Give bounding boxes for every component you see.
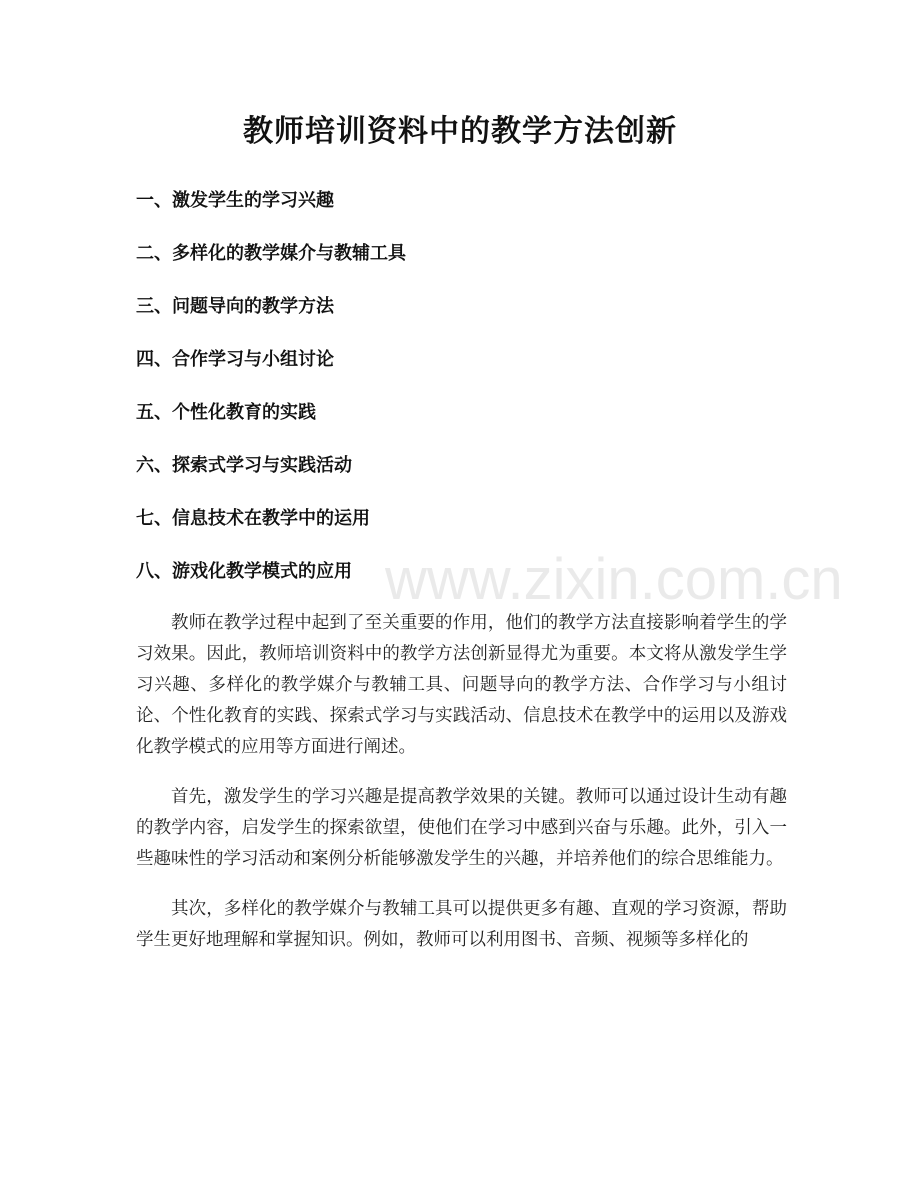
toc-item: 五、个性化教育的实践: [136, 402, 316, 423]
toc-item: 四、合作学习与小组讨论: [136, 349, 334, 370]
toc-item: 二、多样化的教学媒介与教辅工具: [136, 243, 406, 264]
paragraph: 教师在教学过程中起到了至关重要的作用，他们的教学方法直接影响着学生的学习效果。因此，教师培训资料中的教学方法创新显得尤为重要。本文将从激发学生学习兴趣、多样化的教学媒介与教辅工具、问题导向的教学方法、合作学习与小组讨论、个性化教育的实践、探索式学习与实践活动、信息技术在教学中的运用以及游戏化教学模式的应用等方面进行阐述。: [136, 613, 787, 757]
toc-item: 七、信息技术在教学中的运用: [136, 508, 370, 529]
table-of-contents: [136, 186, 796, 610]
watermark: www.zixin.com.cn: [385, 547, 843, 612]
body-text: [136, 608, 787, 975]
toc-item: 一、激发学生的学习兴趣: [136, 190, 334, 211]
document-title: 教师培训资料中的教学方法创新: [243, 114, 677, 149]
paragraph: 首先，激发学生的学习兴趣是提高教学效果的关键。教师可以通过设计生动有趣的教学内容，启发学生的探索欲望，使他们在学习中感到兴奋与乐趣。此外，引入一些趣味性的学习活动和案例分析能够激发学生的兴趣，并培养他们的综合思维能力。: [136, 787, 787, 869]
toc-item: 三、问题导向的教学方法: [136, 296, 334, 317]
toc-item: 六、探索式学习与实践活动: [136, 455, 352, 476]
toc-item: 八、游戏化教学模式的应用: [136, 561, 352, 582]
paragraph: 其次，多样化的教学媒介与教辅工具可以提供更多有趣、直观的学习资源，帮助学生更好地理解和掌握知识。例如，教师可以利用图书、音频、视频等多样化的: [136, 899, 787, 950]
